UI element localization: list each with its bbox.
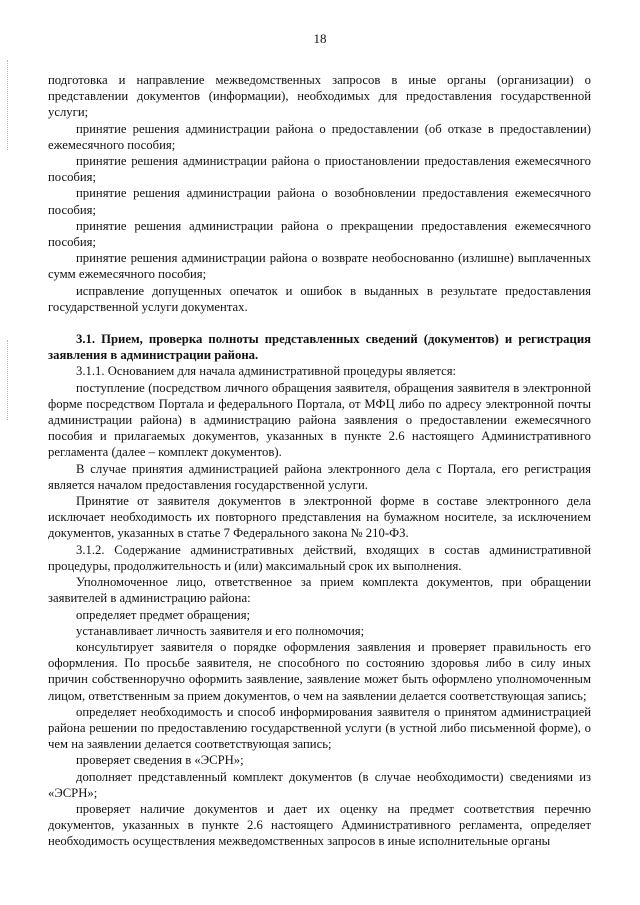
paragraph: подготовка и направление межведомственных запросов в иные органы (организации) о представлении документов (информации), необходимых для предоставления государственной услуги;	[48, 73, 591, 120]
paragraph: определяет предмет обращения;	[76, 607, 251, 622]
paragraph: устанавливает личность заявителя и его полномочия;	[76, 623, 365, 638]
paragraph: консультирует заявителя о порядке оформления заявления и проверяет правильность его оформления. По просьбе заявителя, не способного по состоянию здоровья либо в силу иных причин собственноручно оформить заявление, заявление может быть оформлено уполномоченным лицом, ответственным за прием документов, о чем на заявлении делается соответствующая запись;	[48, 639, 591, 703]
scan-margin-marks	[7, 340, 9, 420]
paragraph: принятие решения администрации района о приостановлении предоставления ежемесячного пособия;	[48, 154, 591, 185]
paragraph: Уполномоченное лицо, ответственное за прием комплекта документов, при обращении заявителей в администрацию района:	[48, 575, 591, 606]
page-number: 18	[313, 31, 327, 46]
document-body	[48, 72, 591, 850]
paragraph: принятие решения администрации района о возобновлении предоставления ежемесячного пособия;	[48, 186, 591, 217]
paragraph: принятие решения администрации района о возврате необоснованно (излишне) выплаченных сумм ежемесячного пособия;	[48, 251, 591, 282]
paragraph: дополняет представленный комплект документов (в случае необходимости) сведениями из «ЭСРН»;	[48, 769, 591, 800]
paragraph: 3.1.2. Содержание административных действий, входящих в состав административной процедуры, продолжительность и (или) максимальный срок их выполнения.	[48, 542, 591, 573]
paragraph: 3.1.1. Основанием для начала административной процедуры является:	[76, 364, 457, 379]
paragraph: определяет необходимость и способ информирования заявителя о принятом администрацией района решении по предоставлению государственной услуги (в устной либо письменной форме), о чем на заявлении делается соответствующая запись;	[48, 704, 591, 752]
paragraph: исправление допущенных опечаток и ошибок в выданных в результате предоставления государственной услуги документах.	[48, 283, 591, 314]
paragraph: Принятие от заявителя документов в электронной форме в составе электронного дела исключает необходимость их повторного представления на бумажном носителе, за исключением документов, указанных в статье 7 Федерального закона № 210-ФЗ.	[48, 494, 591, 541]
paragraph: проверяет сведения в «ЭСРН»;	[76, 753, 244, 768]
section-heading: 3.1. Прием, проверка полноты представленных сведений (документов) и регистрация заявления в администрации района.	[48, 332, 591, 363]
paragraph: принятие решения администрации района о прекращении предоставления ежемесячного пособия;	[48, 218, 591, 250]
paragraph: проверяет наличие документов и дает их оценку на предмет соответствия перечню документов, указанных в пункте 2.6 настоящего Административного регламента, определяет необходимость осуществления межведомственных запросов в иные исполнительные органы	[48, 801, 591, 849]
paragraph: поступление (посредством личного обращения заявителя, обращения заявителя в электронной форме посредством Портала и федерального Портала, от МФЦ либо по адресу электронной почты администрации района) в администрацию района заявления о предоставлении ежемесячного пособия и прилагаемых документов, указанных в пункте 2.6 настоящего Административного регламента (далее – комплект документов).	[48, 380, 591, 460]
paragraph: принятие решения администрации района о предоставлении (об отказе в предоставлении) ежемесячного пособия;	[48, 121, 591, 152]
scan-margin-marks	[7, 60, 9, 150]
paragraph: В случае принятия администрацией района электронного дела с Портала, его регистрация является началом предоставления государственной услуги.	[48, 461, 591, 492]
